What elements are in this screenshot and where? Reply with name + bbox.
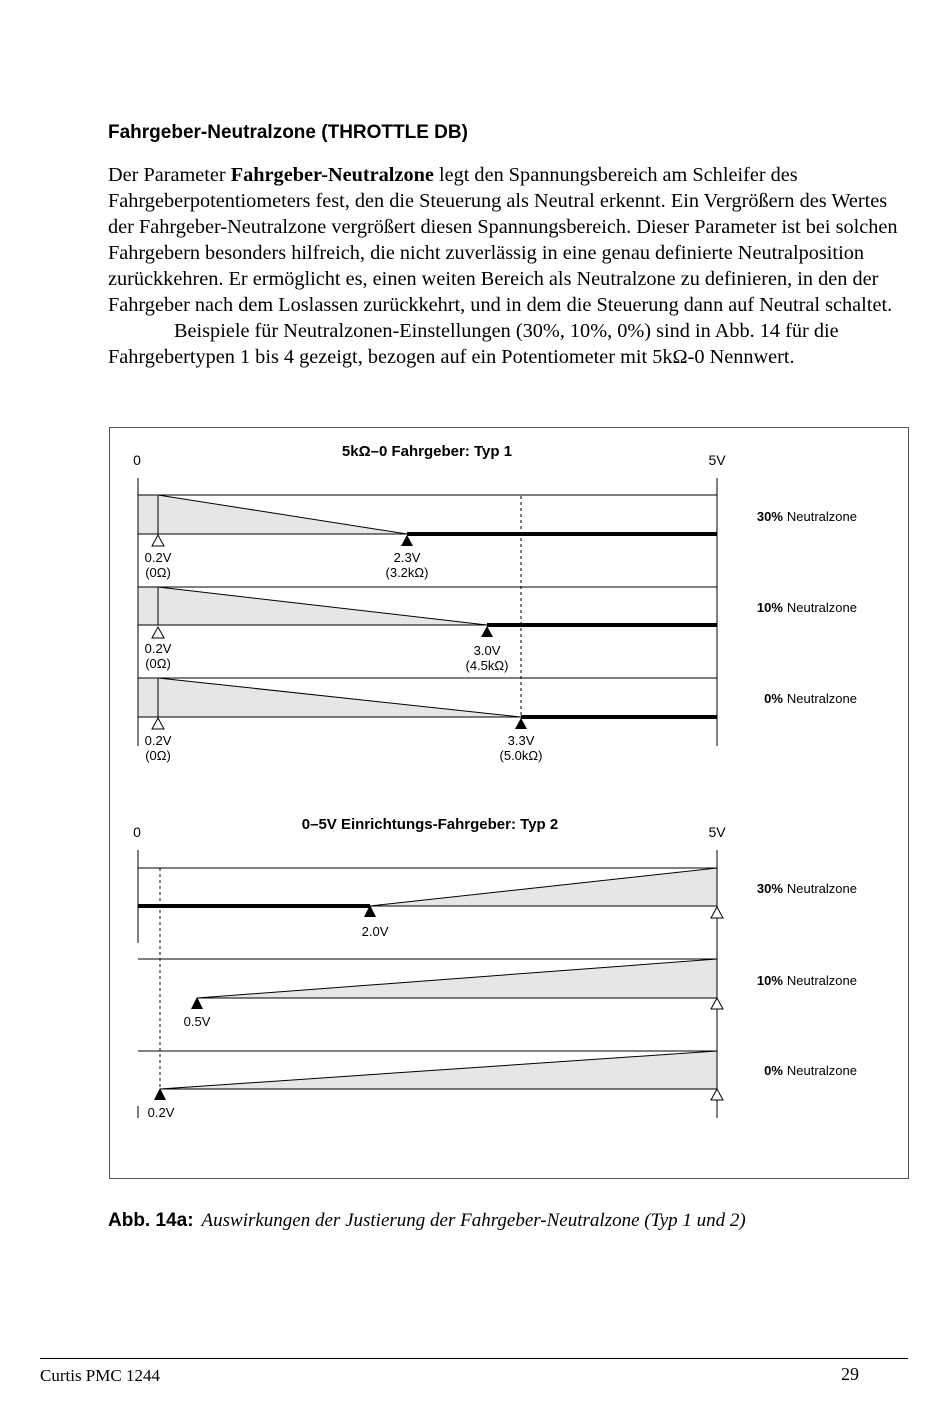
svg-text:10%Neutralzone: 10% Neutralzone bbox=[756, 600, 857, 615]
svg-text:(5.0kΩ): (5.0kΩ) bbox=[499, 748, 543, 763]
footer-divider bbox=[40, 1358, 908, 1359]
figure-caption bbox=[108, 1210, 746, 1232]
caption-label: Abb. 14a: bbox=[108, 1210, 194, 1231]
svg-text:(4.5kΩ): (4.5kΩ) bbox=[465, 658, 509, 673]
svg-text:0.2V: 0.2V bbox=[144, 641, 172, 656]
svg-text:3.3V: 3.3V bbox=[507, 733, 535, 748]
svg-text:3.0V: 3.0V bbox=[473, 643, 501, 658]
svg-text:(0Ω): (0Ω) bbox=[145, 565, 171, 580]
svg-text:0.2V: 0.2V bbox=[144, 733, 172, 748]
throttle-diagram bbox=[110, 428, 910, 1180]
page-number: 29 bbox=[841, 1364, 859, 1384]
paragraph-2: Beispiele für Neutralzonen-Einstellungen (30%, 10%, 0%) sind in Abb. 14 für die Fahrgebertypen 1 bis 4 gezeigt, bezogen auf ein Potentiometer mit 5kΩ-0 Nennwert. bbox=[108, 320, 839, 368]
svg-text:0%Neutralzone: 0% Neutralzone bbox=[764, 1063, 857, 1078]
svg-text:(3.2kΩ): (3.2kΩ) bbox=[385, 565, 429, 580]
type2-title: 0–5V Einrichtungs-Fahrgeber: Typ 2 bbox=[301, 816, 559, 833]
parameter-name: Fahrgeber-Neutralzone bbox=[230, 164, 434, 186]
svg-text:0.2V: 0.2V bbox=[144, 550, 172, 565]
svg-text:2.3V: 2.3V bbox=[393, 550, 421, 565]
type1-label-5v: 5V bbox=[708, 452, 726, 468]
svg-text:0.5V: 0.5V bbox=[183, 1014, 211, 1029]
type2-row-10 bbox=[138, 959, 857, 1029]
svg-text:2.0V: 2.0V bbox=[361, 924, 389, 939]
type1-row-0 bbox=[138, 678, 857, 763]
type2-label-0: 0 bbox=[133, 824, 141, 840]
type2-label-5v: 5V bbox=[708, 824, 726, 840]
type1-label-0: 0 bbox=[133, 452, 141, 468]
footer-title: Curtis PMC 1244 bbox=[40, 1366, 160, 1385]
caption-text: Auswirkungen der Justierung der Fahrgeber-Neutralzone (Typ 1 und 2) bbox=[201, 1210, 746, 1231]
type1-row-30 bbox=[138, 495, 857, 580]
type2-row-30 bbox=[138, 868, 857, 939]
figure-14a bbox=[109, 427, 909, 1179]
svg-text:(0Ω): (0Ω) bbox=[145, 748, 171, 763]
body-text bbox=[108, 162, 913, 370]
paragraph-1: Der Parameter Fahrgeber-Neutralzone legt den Spannungsbereich am Schleifer des Fahrgeberpotentiometers fest, den die Steuerung als Neutral erkennt. Ein Vergrößern des Wertes der Fahrgeber-Neutralzone vergrößert diesen Spannungsbereich. Dieser Parameter ist bei solchen Fahrgebern besonders hilfreich, die nicht zuverlässig in eine genau definierte Neutralposition zurückkehren. Er ermöglicht es, einen weiten Bereich als Neutralzone zu definieren, in den der Fahrgeber nach dem Loslassen zurückkehrt, und in dem die Steuerung dann auf Neutral schaltet. bbox=[108, 164, 898, 316]
svg-text:0%Neutralzone: 0% Neutralzone bbox=[764, 691, 857, 706]
svg-text:10%Neutralzone: 10% Neutralzone bbox=[756, 973, 857, 988]
svg-text:0.2V: 0.2V bbox=[147, 1105, 175, 1120]
section-heading: Fahrgeber-Neutralzone (THROTTLE DB) bbox=[108, 122, 468, 143]
type2-row-0 bbox=[138, 1051, 857, 1120]
type1-row-10 bbox=[138, 587, 857, 673]
svg-text:30%Neutralzone: 30% Neutralzone bbox=[756, 881, 857, 896]
svg-text:(0Ω): (0Ω) bbox=[145, 656, 171, 671]
svg-text:30%Neutralzone: 30% Neutralzone bbox=[756, 509, 857, 524]
type1-title: 5kΩ–0 Fahrgeber: Typ 1 bbox=[341, 443, 513, 460]
